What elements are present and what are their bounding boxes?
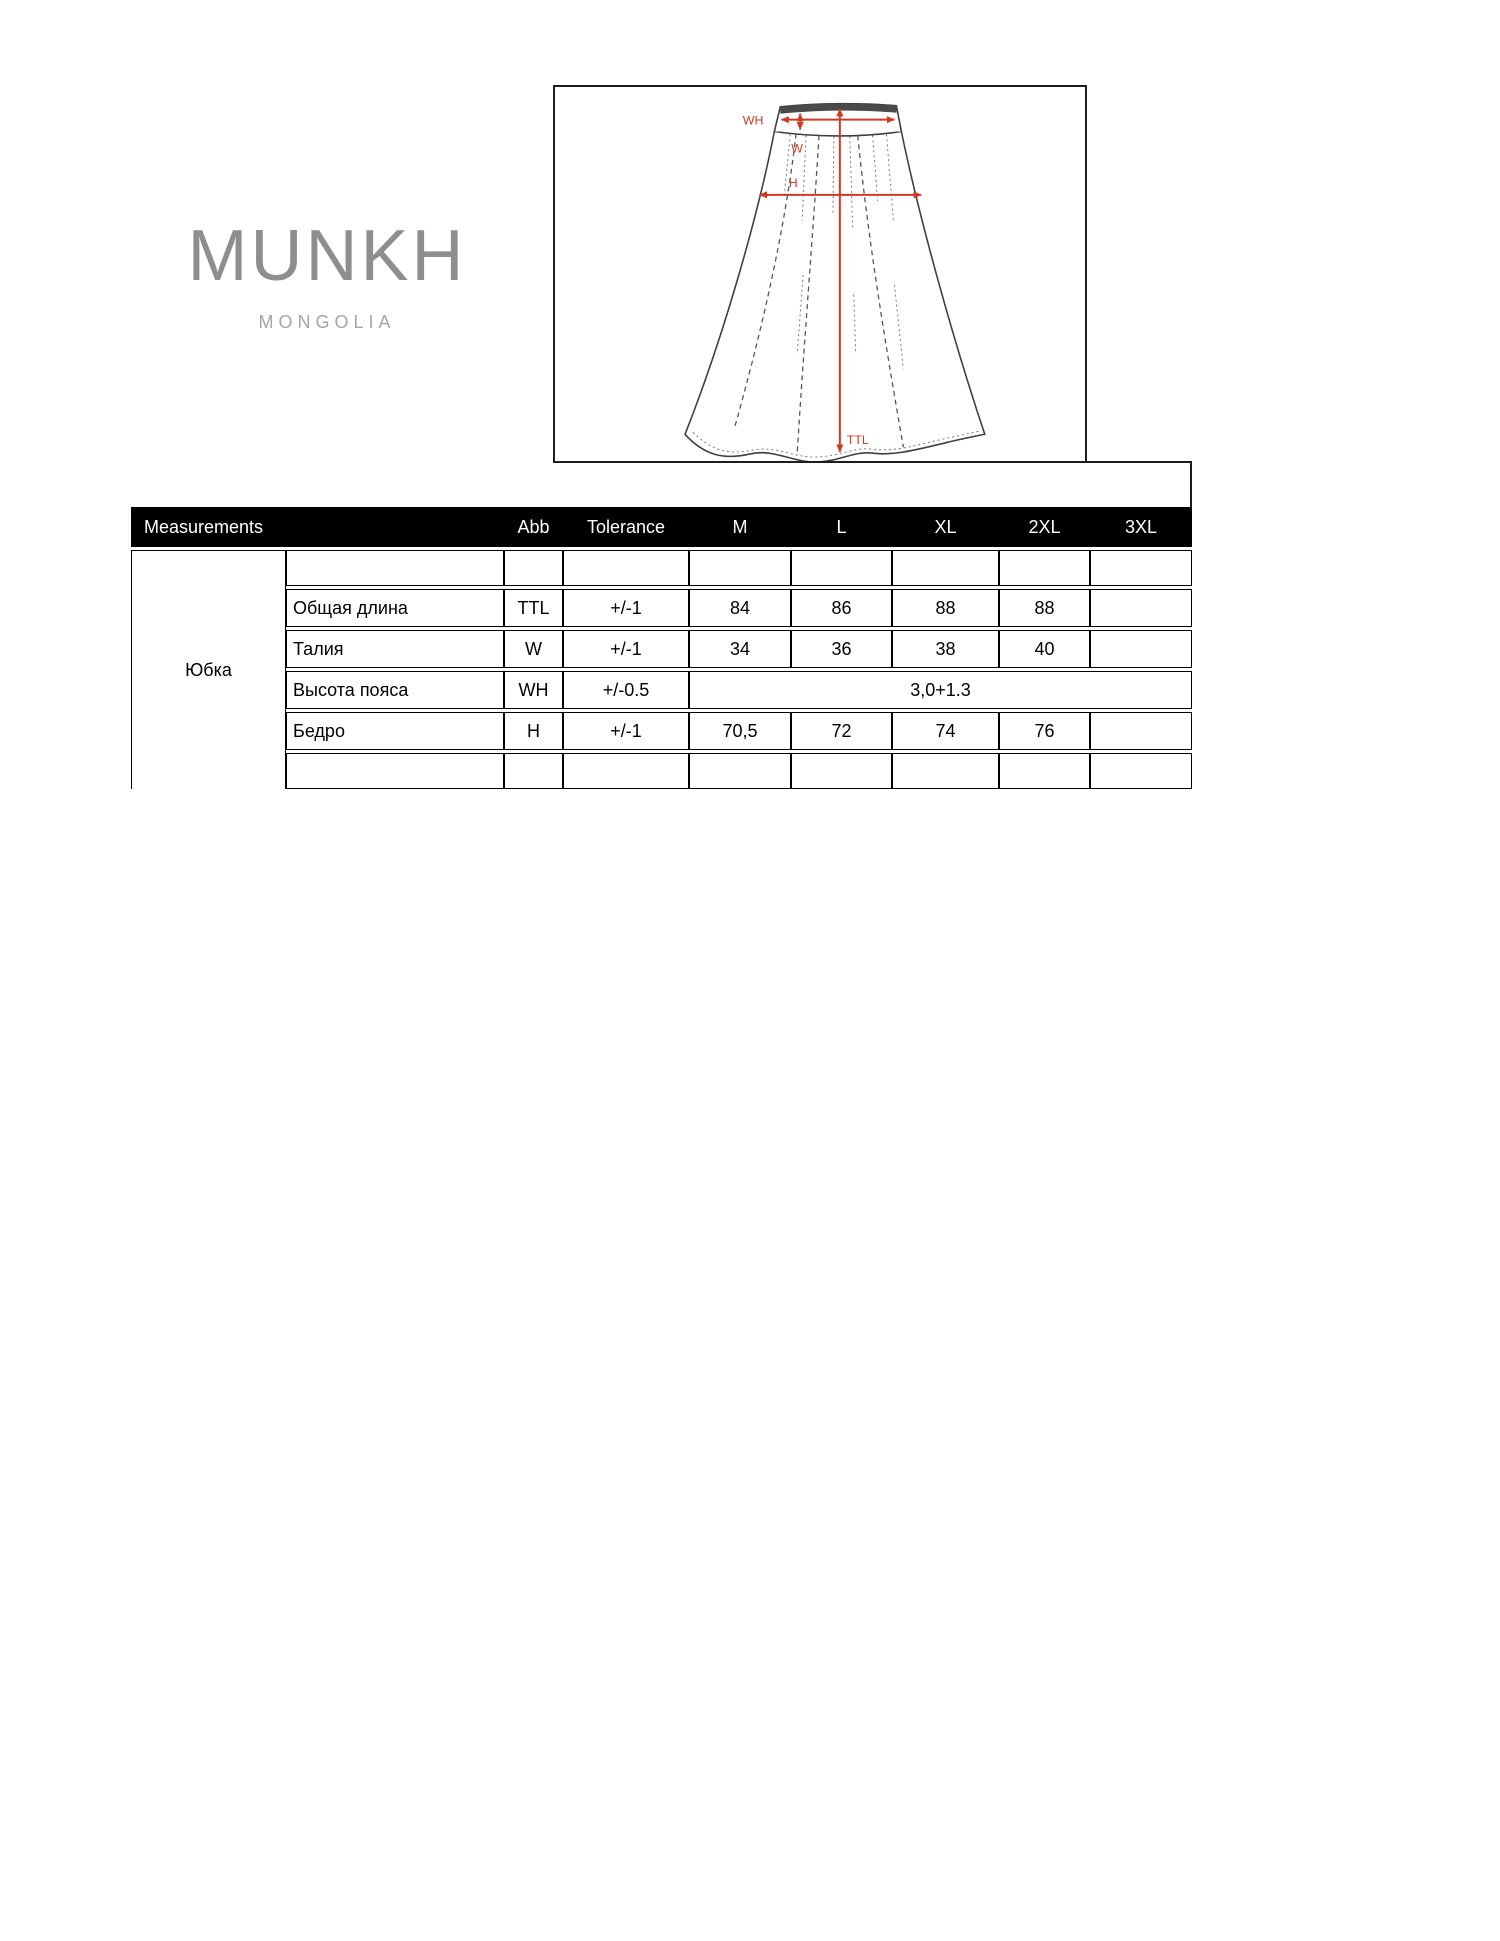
- value-cell: 70,5: [689, 712, 791, 750]
- table-row-waistband-height: [131, 671, 1192, 709]
- measure-name-cell: Бедро: [286, 712, 504, 750]
- value-cell: 74: [892, 712, 999, 750]
- cell: [791, 550, 892, 586]
- value-cell: 88: [892, 589, 999, 627]
- value-cell: 34: [689, 630, 791, 668]
- table-row-hip: [131, 712, 1192, 750]
- measure-name-cell: Высота пояса: [286, 671, 504, 709]
- header-size-3xl: 3XL: [1090, 507, 1192, 547]
- table-row-total-length: [131, 589, 1192, 627]
- brand-logo: [186, 216, 468, 333]
- header-size-xl: XL: [892, 507, 999, 547]
- header-tolerance: Tolerance: [563, 507, 689, 547]
- abb-cell: TTL: [504, 589, 563, 627]
- header-size-2xl: 2XL: [999, 507, 1090, 547]
- cell: [892, 753, 999, 789]
- value-cell: 36: [791, 630, 892, 668]
- table-row-empty-bottom: [131, 753, 1192, 789]
- cell: [504, 550, 563, 586]
- value-cell: 40: [999, 630, 1090, 668]
- table-row-empty-top: [131, 550, 1192, 586]
- cell: [286, 753, 504, 789]
- skirt-sketch-frame: [553, 85, 1087, 463]
- measure-name-cell: Общая длина: [286, 589, 504, 627]
- measure-name-cell: Талия: [286, 630, 504, 668]
- frame-table-connector-vertical: [1190, 461, 1192, 509]
- group-label-cell: Юбка: [131, 550, 286, 789]
- header-abb: Abb: [504, 507, 563, 547]
- cell: [563, 753, 689, 789]
- value-cell: 38: [892, 630, 999, 668]
- abb-cell: H: [504, 712, 563, 750]
- ttl-label: TTL: [846, 433, 869, 448]
- value-cell: 88: [999, 589, 1090, 627]
- skirt-outline: [685, 104, 985, 461]
- table-header-row: [131, 507, 1192, 547]
- header-size-m: M: [689, 507, 791, 547]
- header-measurements: Measurements: [131, 507, 504, 547]
- tolerance-cell: +/-1: [563, 712, 689, 750]
- cell: [892, 550, 999, 586]
- table-row-waist: [131, 630, 1192, 668]
- abb-cell: W: [504, 630, 563, 668]
- tolerance-cell: +/-1: [563, 630, 689, 668]
- value-cell: 72: [791, 712, 892, 750]
- tolerance-cell: +/-1: [563, 589, 689, 627]
- value-cell: 84: [689, 589, 791, 627]
- brand-subtitle: MONGOLIA: [258, 312, 396, 332]
- measurements-table-wrap: [131, 504, 1192, 792]
- frame-table-connector-horizontal: [1087, 461, 1192, 463]
- brand-name: MUNKH: [187, 216, 467, 296]
- tolerance-cell: +/-0.5: [563, 671, 689, 709]
- value-cell: 76: [999, 712, 1090, 750]
- cell: [286, 550, 504, 586]
- w-label: W: [791, 141, 804, 156]
- cell: [1090, 753, 1192, 789]
- value-cell: 86: [791, 589, 892, 627]
- abb-cell: WH: [504, 671, 563, 709]
- skirt-sketch: [555, 87, 1085, 461]
- cell: [689, 753, 791, 789]
- cell: [999, 550, 1090, 586]
- cell: [1090, 550, 1192, 586]
- header-size-l: L: [791, 507, 892, 547]
- wh-label: WH: [742, 113, 764, 128]
- value-cell: [1090, 630, 1192, 668]
- cell: [791, 753, 892, 789]
- cell: [504, 753, 563, 789]
- measurements-table: [131, 504, 1192, 792]
- value-cell: [1090, 712, 1192, 750]
- cell: [563, 550, 689, 586]
- cell: [999, 753, 1090, 789]
- value-cell: [1090, 589, 1192, 627]
- merged-value-cell: 3,0+1.3: [689, 671, 1192, 709]
- h-label: H: [788, 175, 798, 190]
- cell: [689, 550, 791, 586]
